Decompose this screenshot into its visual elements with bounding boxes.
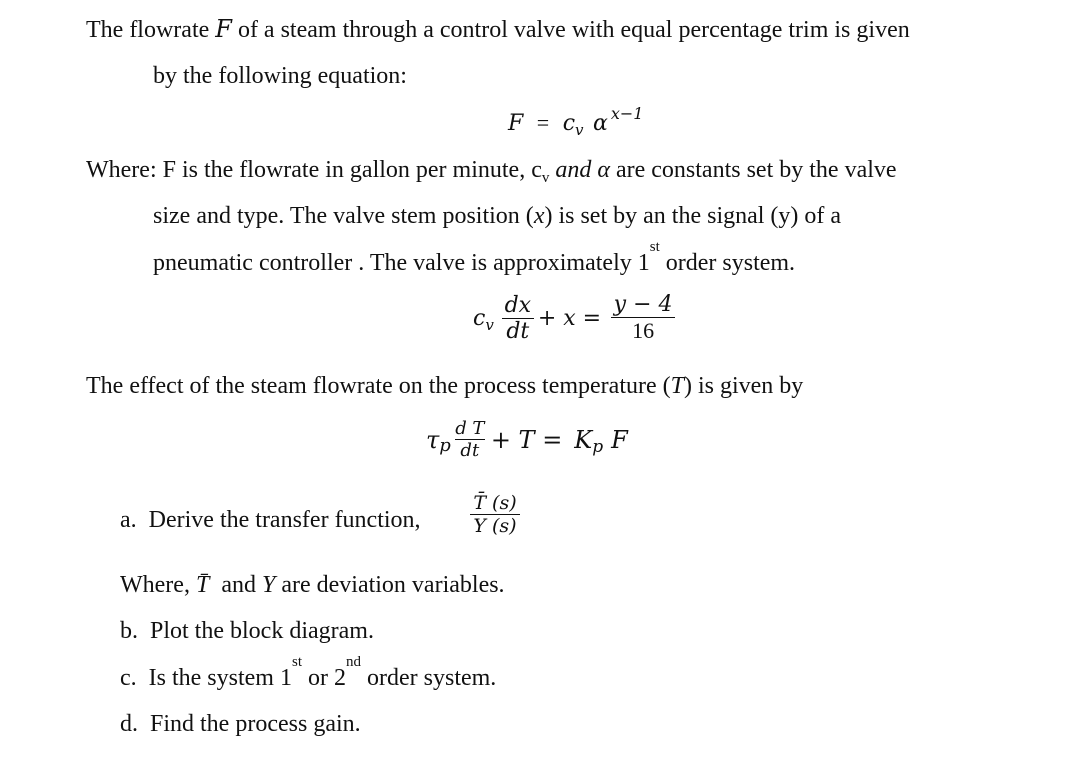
where-text-cont: are constants set by the valve	[609, 157, 897, 183]
question-b-text: Plot the block diagram.	[150, 618, 374, 644]
eq1-cv-sub: v	[575, 121, 584, 139]
eq2-cv: c	[473, 305, 486, 331]
question-d-label: d.	[120, 711, 138, 737]
eq2-den: dt	[506, 318, 530, 344]
effect-line	[86, 371, 803, 401]
eq3-f: F	[611, 425, 628, 454]
intro-line-1	[86, 14, 910, 45]
tf-denominator: Y (s)	[473, 515, 517, 537]
deviation-and: and	[209, 572, 262, 598]
second-superscript: nd	[346, 654, 361, 670]
eq2-derivative	[502, 293, 534, 344]
where-text-cont: ) is set by an the signal (y) of a	[544, 203, 842, 229]
question-c-text-cont: order system.	[361, 665, 497, 691]
t-bar-variable: T̄	[195, 572, 210, 598]
question-c-label: c.	[120, 665, 137, 691]
question-c-text: Is the system 1	[148, 665, 292, 691]
transfer-function	[470, 492, 520, 537]
tf-numerator: T̄ (s)	[473, 492, 517, 514]
eq3-k: K	[574, 425, 593, 454]
deviation-text: Where,	[120, 572, 196, 598]
question-d	[120, 709, 361, 739]
question-b	[120, 616, 374, 646]
question-b-label: b.	[120, 618, 138, 644]
equation-flowrate	[508, 104, 644, 139]
eq3-tau: τ	[426, 425, 440, 454]
eq2-rhs-num: y − 4	[613, 292, 673, 317]
question-a-text: Derive the transfer function,	[148, 507, 421, 533]
where-text-cont: order system.	[659, 250, 796, 276]
eq2-cv-sub: v	[485, 316, 494, 334]
transfer-function-fraction	[470, 492, 520, 537]
eq1-lhs: F	[508, 111, 524, 136]
intro-text-cont: of a steam through a control valve with equal percentage trim is given	[231, 17, 910, 43]
eq3-middle: + T =	[490, 425, 563, 454]
eq3-derivative	[455, 418, 485, 461]
eq3-k-sub: p	[592, 436, 604, 457]
flowrate-variable: F	[215, 15, 232, 43]
deviation-text-cont: are deviation variables.	[275, 572, 505, 598]
question-d-text: Find the process gain.	[150, 711, 361, 737]
equation-valve-dynamics	[473, 292, 675, 344]
y-variable: Y	[261, 572, 276, 598]
where-line-1	[86, 155, 897, 188]
stem-position-variable: x	[533, 203, 545, 229]
question-a-label: a.	[120, 507, 137, 533]
and-alpha: and α	[549, 157, 610, 183]
where-line-3	[153, 239, 796, 278]
effect-text-cont: ) is given by	[683, 373, 804, 399]
where-text: Where: F is the flowrate in gallon per minute, c	[86, 157, 542, 183]
equation-process	[426, 418, 628, 461]
first-superscript: st	[291, 654, 302, 670]
eq2-middle: + x =	[537, 305, 602, 331]
eq1-exponent: x−1	[610, 104, 644, 123]
eq2-num: dx	[504, 292, 532, 318]
eq3-den: dt	[460, 440, 480, 461]
eq3-num: d T	[455, 418, 485, 439]
temperature-variable: T	[670, 373, 684, 399]
cv-subscript: v	[541, 170, 550, 186]
intro-line-2: by the following equation:	[153, 63, 407, 89]
eq2-rhs	[611, 292, 675, 344]
question-c	[120, 654, 497, 693]
eq1-alpha: α	[593, 111, 608, 136]
eq1-cv: c	[562, 111, 576, 136]
eq1-equals: =	[536, 110, 550, 135]
first-superscript: st	[649, 239, 660, 255]
eq3-tau-sub: p	[439, 435, 451, 456]
where-text: size and type. The valve stem position (	[153, 203, 534, 229]
where-text: pneumatic controller . The valve is approximately 1	[153, 250, 650, 276]
question-a	[120, 505, 421, 535]
question-c-or: or 2	[302, 665, 346, 691]
effect-text: The effect of the steam flowrate on the process temperature (	[86, 373, 671, 399]
eq2-rhs-den: 16	[632, 318, 655, 343]
deviation-note	[120, 570, 505, 600]
intro-text: The flowrate	[86, 17, 216, 43]
where-line-2	[153, 201, 841, 231]
